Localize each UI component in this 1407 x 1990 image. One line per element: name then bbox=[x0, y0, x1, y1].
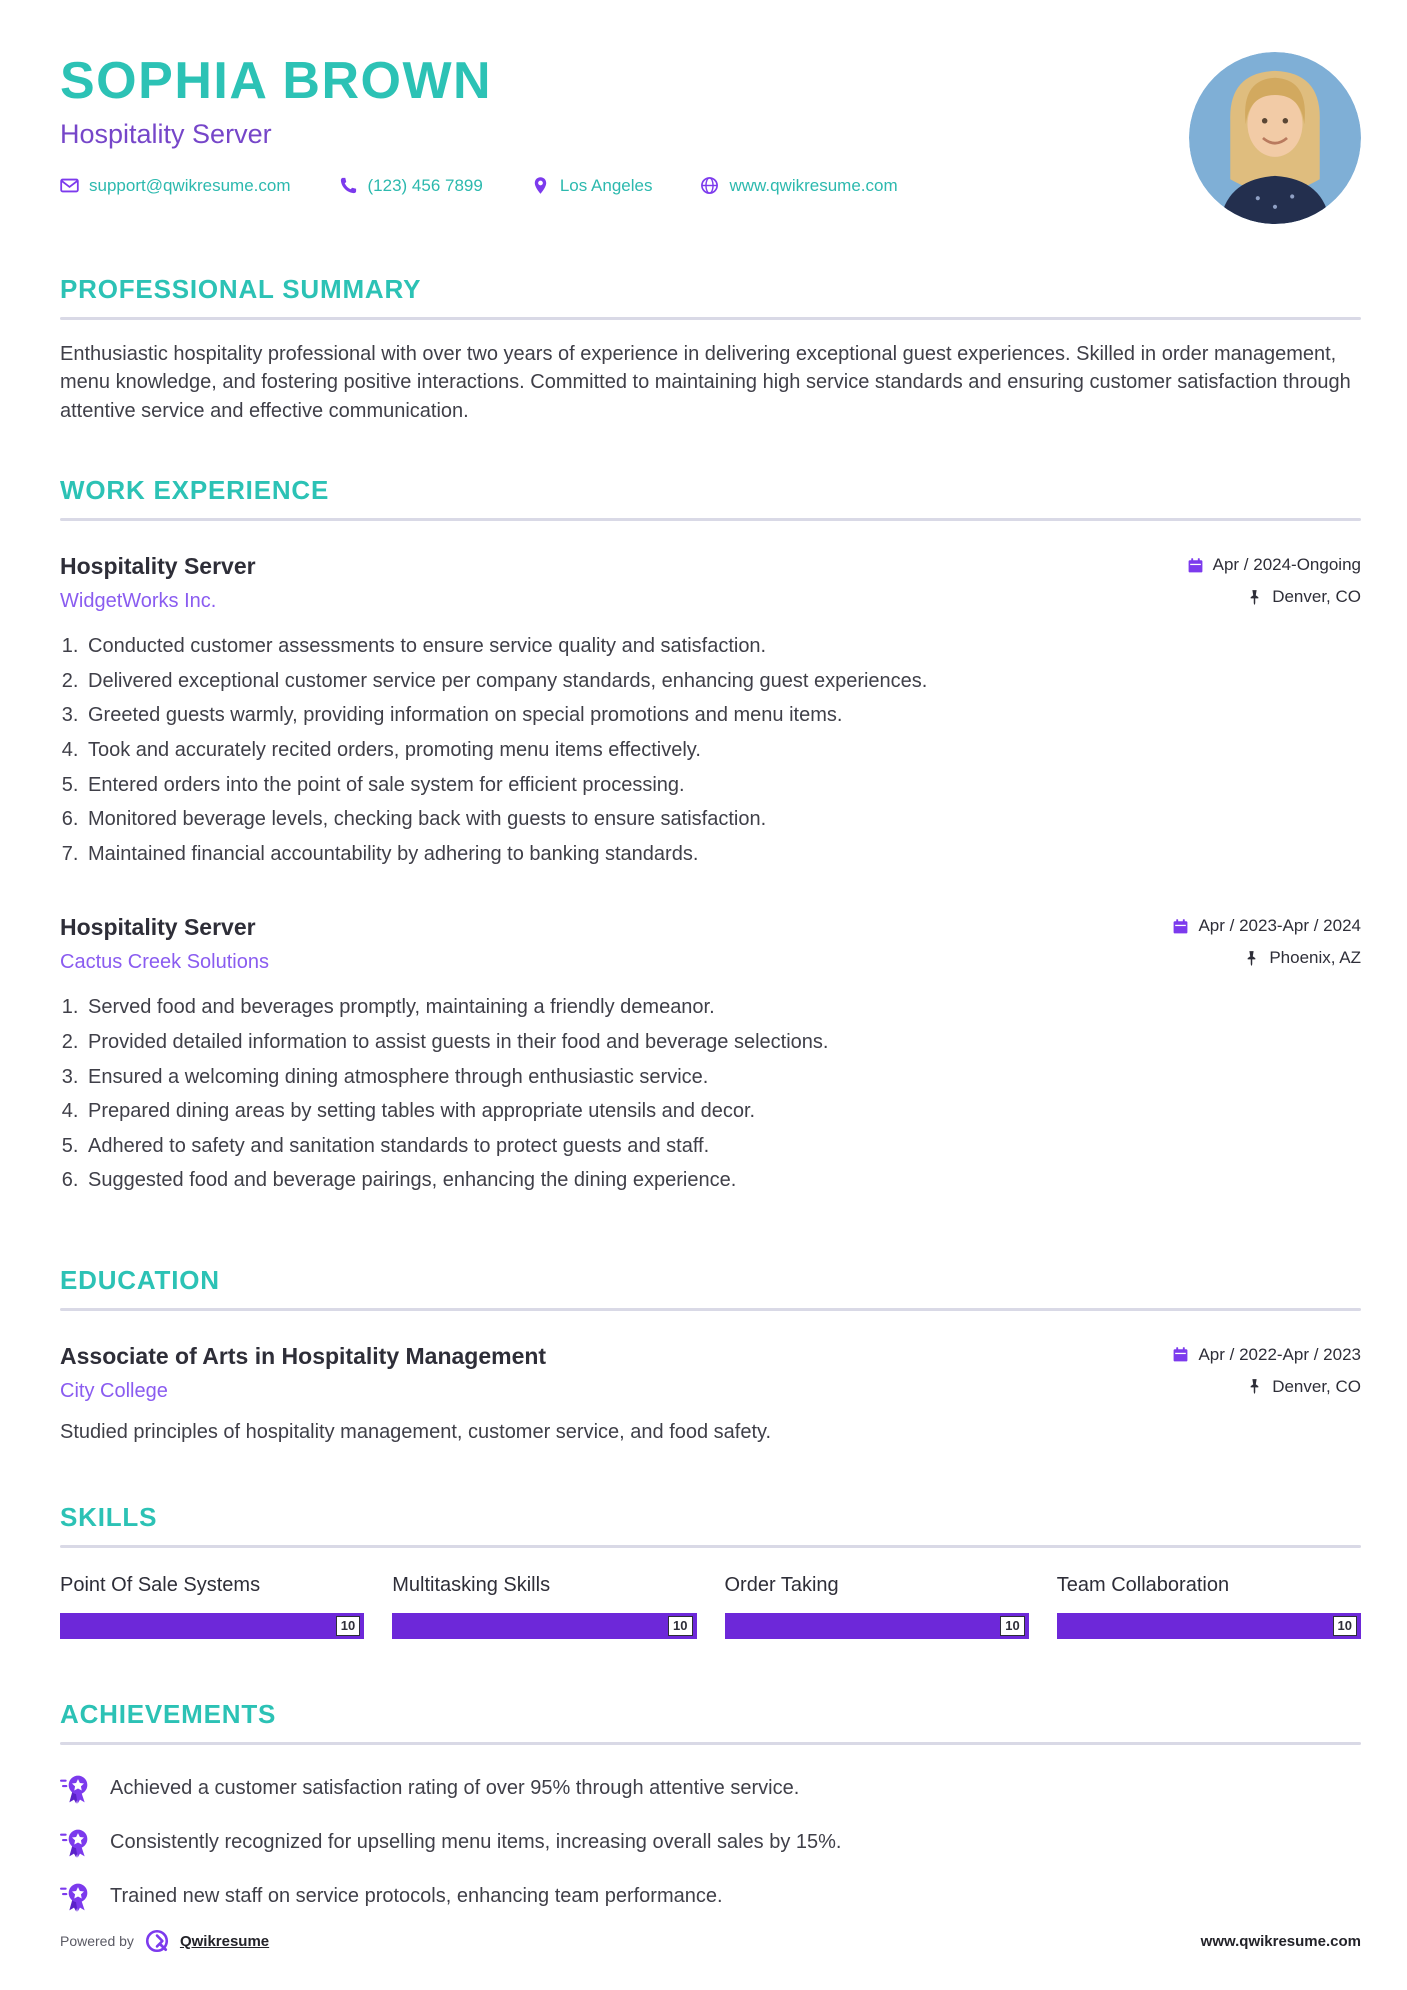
achievement-text: Consistently recognized for upselling menu items, increasing overall sales by 15%. bbox=[110, 1831, 842, 1854]
skill-item bbox=[725, 1574, 1029, 1639]
education-entry bbox=[60, 1343, 1361, 1444]
role-subtitle: Hospitality Server bbox=[60, 118, 272, 149]
job-duty: 6. Monitored beverage levels, checking back with guests to ensure satisfaction. bbox=[84, 806, 1361, 834]
section-divider bbox=[60, 317, 1361, 320]
achievement-text: Achieved a customer satisfaction rating of over 95% through attentive service. bbox=[110, 1777, 800, 1800]
section-divider bbox=[60, 1545, 1361, 1548]
job-location: Denver, CO bbox=[1272, 587, 1361, 607]
achievements-list bbox=[60, 1773, 1361, 1913]
footer-brand-group bbox=[60, 1928, 269, 1954]
contact-email-text: support@qwikresume.com bbox=[89, 175, 291, 195]
contact-phone-text: (123) 456 7899 bbox=[367, 175, 483, 195]
skill-item bbox=[392, 1574, 696, 1639]
header-identity bbox=[60, 48, 1189, 196]
skill-name: Team Collaboration bbox=[1056, 1573, 1230, 1596]
phone-icon bbox=[339, 176, 358, 195]
achievement-item bbox=[60, 1773, 1361, 1805]
skill-level: 10 bbox=[668, 1616, 692, 1636]
skill-item bbox=[60, 1574, 364, 1639]
skill-bar bbox=[725, 1613, 1029, 1639]
achievement-item bbox=[60, 1881, 1361, 1913]
contact-row bbox=[60, 176, 960, 196]
skill-bar bbox=[392, 1613, 696, 1639]
education-dates-row bbox=[1172, 1345, 1361, 1365]
skill-item bbox=[1057, 1574, 1361, 1639]
name-heading: SOPHIA BROWN bbox=[60, 52, 493, 110]
section-divider bbox=[60, 518, 1361, 521]
skill-level: 10 bbox=[336, 1616, 360, 1636]
skill-level: 10 bbox=[1333, 1616, 1357, 1636]
job-duty: 5. Adhered to safety and sanitation standards to protect guests and staff. bbox=[84, 1133, 1361, 1161]
skills-grid bbox=[60, 1574, 1361, 1639]
job-duty: 2. Delivered exceptional customer service per company standards, enhancing guest experiences. bbox=[84, 668, 1361, 696]
section-divider bbox=[60, 1742, 1361, 1745]
job-entry bbox=[60, 914, 1361, 1195]
job-entry bbox=[60, 553, 1361, 868]
pushpin-icon bbox=[1246, 589, 1263, 606]
job-title-block bbox=[60, 914, 269, 974]
job-company: WidgetWorks Inc. bbox=[60, 590, 217, 613]
section-summary bbox=[60, 274, 1361, 425]
education-description: Studied principles of hospitality management, customer service, and food safety. bbox=[60, 1420, 772, 1443]
achievement-text: Trained new staff on service protocols, enhancing team performance. bbox=[110, 1885, 723, 1908]
job-location-row bbox=[1187, 587, 1361, 607]
job-duty: 4. Prepared dining areas by setting tables with appropriate utensils and decor. bbox=[84, 1098, 1361, 1126]
section-experience bbox=[60, 475, 1361, 1195]
experience-heading: WORK EXPERIENCE bbox=[60, 475, 330, 506]
job-duties-list bbox=[60, 633, 1361, 868]
powered-by-label: Powered by bbox=[60, 1933, 134, 1949]
contact-website[interactable] bbox=[700, 176, 897, 196]
section-education bbox=[60, 1265, 1361, 1444]
globe-icon bbox=[700, 176, 719, 195]
pushpin-icon bbox=[1243, 950, 1260, 967]
job-duties-list bbox=[60, 994, 1361, 1195]
degree-title: Associate of Arts in Hospitality Management bbox=[60, 1342, 547, 1369]
job-meta bbox=[1187, 553, 1361, 607]
skills-heading: SKILLS bbox=[60, 1501, 158, 1532]
header bbox=[60, 48, 1361, 224]
award-icon bbox=[60, 1773, 92, 1805]
job-dates-row bbox=[1187, 555, 1361, 575]
skill-level: 10 bbox=[1000, 1616, 1024, 1636]
summary-heading: PROFESSIONAL SUMMARY bbox=[60, 274, 422, 304]
job-title-block bbox=[60, 553, 256, 613]
job-title: Hospitality Server bbox=[60, 553, 256, 580]
skill-name: Point Of Sale Systems bbox=[60, 1573, 261, 1596]
job-company: Cactus Creek Solutions bbox=[60, 951, 269, 974]
contact-website-text: www.qwikresume.com bbox=[729, 175, 898, 195]
education-meta bbox=[1172, 1343, 1361, 1397]
job-duty: 3. Ensured a welcoming dining atmosphere through enthusiastic service. bbox=[84, 1064, 1361, 1092]
job-header bbox=[60, 553, 1361, 613]
job-dates: Apr / 2023-Apr / 2024 bbox=[1198, 916, 1361, 936]
contact-location bbox=[531, 176, 653, 196]
job-meta bbox=[1172, 914, 1361, 968]
footer-website[interactable]: www.qwikresume.com bbox=[1200, 1932, 1361, 1950]
calendar-icon bbox=[1172, 918, 1189, 935]
contact-email[interactable] bbox=[60, 176, 291, 196]
job-duty: 4. Took and accurately recited orders, promoting menu items effectively. bbox=[84, 737, 1361, 765]
summary-text: Enthusiastic hospitality professional with over two years of experience in delivering exceptional guest experiences. Skilled in order management, menu knowledge, and fostering positive interactions. Committed to maintaining high service standards and ensuring customer satisfaction through attentive service and effective communication. bbox=[60, 343, 1351, 422]
footer bbox=[60, 1928, 1361, 1954]
envelope-icon bbox=[60, 176, 79, 195]
job-duty: 1. Served food and beverages promptly, maintaining a friendly demeanor. bbox=[84, 994, 1361, 1022]
calendar-icon bbox=[1187, 557, 1204, 574]
qwikresume-link[interactable]: Qwikresume bbox=[179, 1932, 270, 1950]
job-duty: 3. Greeted guests warmly, providing information on special promotions and menu items. bbox=[84, 702, 1361, 730]
education-title-block bbox=[60, 1343, 546, 1403]
contact-location-text: Los Angeles bbox=[559, 175, 653, 195]
job-duty: 2. Provided detailed information to assist guests in their food and beverage selections. bbox=[84, 1029, 1361, 1057]
award-icon bbox=[60, 1881, 92, 1913]
location-pin-icon bbox=[531, 176, 550, 195]
profile-photo bbox=[1189, 52, 1361, 224]
skill-name: Order Taking bbox=[724, 1573, 839, 1596]
education-location-row bbox=[1172, 1377, 1361, 1397]
skill-bar bbox=[60, 1613, 364, 1639]
education-heading: EDUCATION bbox=[60, 1264, 220, 1295]
job-dates: Apr / 2024-Ongoing bbox=[1212, 555, 1361, 575]
section-divider bbox=[60, 1308, 1361, 1311]
school-name: City College bbox=[60, 1379, 168, 1402]
job-location-row bbox=[1172, 948, 1361, 968]
education-dates: Apr / 2022-Apr / 2023 bbox=[1198, 1344, 1361, 1364]
job-location: Phoenix, AZ bbox=[1269, 948, 1361, 968]
job-duty: 7. Maintained financial accountability by adhering to banking standards. bbox=[84, 841, 1361, 869]
job-dates-row bbox=[1172, 916, 1361, 936]
calendar-icon bbox=[1172, 1346, 1189, 1363]
education-location: Denver, CO bbox=[1272, 1376, 1361, 1396]
skill-name: Multitasking Skills bbox=[392, 1573, 551, 1596]
job-duty: 5. Entered orders into the point of sale system for efficient processing. bbox=[84, 772, 1361, 800]
section-skills bbox=[60, 1502, 1361, 1639]
pushpin-icon bbox=[1246, 1378, 1263, 1395]
job-header bbox=[60, 914, 1361, 974]
job-duty: 1. Conducted customer assessments to ensure service quality and satisfaction. bbox=[84, 633, 1361, 661]
qwikresume-logo-icon bbox=[144, 1928, 170, 1954]
achievement-item bbox=[60, 1827, 1361, 1859]
award-icon bbox=[60, 1827, 92, 1859]
achievements-heading: ACHIEVEMENTS bbox=[60, 1698, 277, 1729]
job-duty: 6. Suggested food and beverage pairings, enhancing the dining experience. bbox=[84, 1167, 1361, 1195]
job-title: Hospitality Server bbox=[60, 914, 256, 941]
section-achievements bbox=[60, 1699, 1361, 1913]
skill-bar bbox=[1057, 1613, 1361, 1639]
education-header bbox=[60, 1343, 1361, 1403]
contact-phone[interactable] bbox=[339, 176, 483, 196]
